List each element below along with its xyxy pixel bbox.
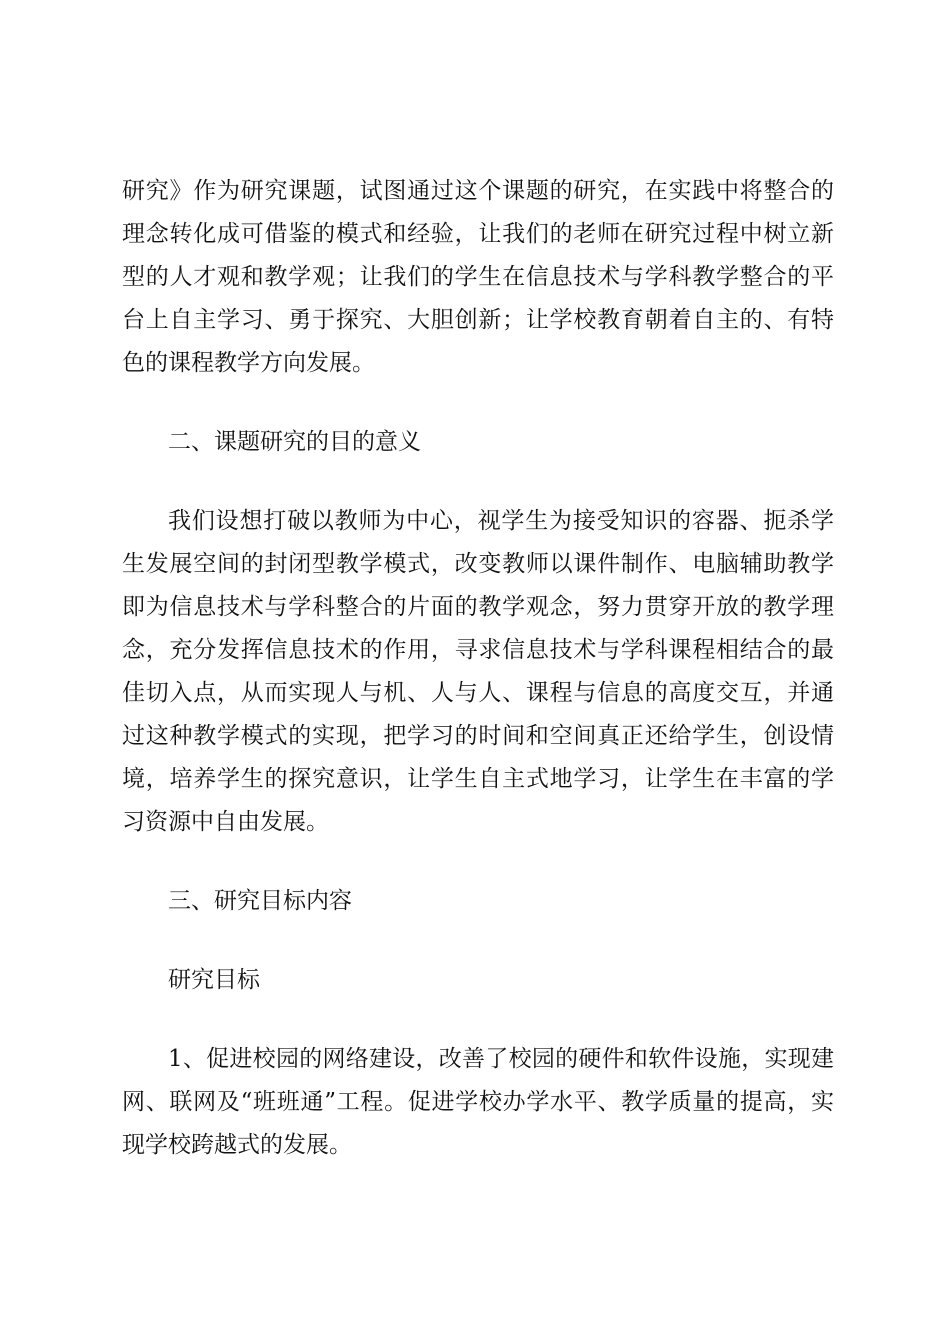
subheading-goals: 研究目标 — [168, 967, 260, 993]
paragraph-goal-1: 1、促进校园的网络建设，改善了校园的硬件和软件设施，实现建网、联网及“班班通”工程。促进学校办学水平、教学质量的提高，实现学校跨越式的发展。 — [122, 1046, 834, 1158]
document-body — [122, 170, 834, 1167]
section-heading-purpose: 二、课题研究的目的意义 — [168, 429, 421, 455]
section-heading-goals-content: 三、研究目标内容 — [168, 888, 352, 914]
paragraph-purpose-body: 我们设想打破以教师为中心，视学生为接受知识的容器、扼杀学生发展空间的封闭型教学模式，改变教师以课件制作、电脑辅助教学即为信息技术与学科整合的片面的教学观念，努力贯穿开放的教学理念，充分发挥信息技术的作用，寻求信息技术与学科课程相结合的最佳切入点，从而实现人与机、人与人、课程与信息的高度交互，并通过这种教学模式的实现，把学习的时间和空间真正还给学生，创设情境，培养学生的探究意识，让学生自主式地学习，让学生在丰富的学习资源中自由发展。 — [122, 508, 834, 835]
paragraph-intro-continued: 研究》作为研究课题，试图通过这个课题的研究，在实践中将整合的理念转化成可借鉴的模式和经验，让我们的老师在研究过程中树立新型的人才观和教学观；让我们的学生在信息技术与学科教学整合的平台上自主学习、勇于探究、大胆创新；让学校教育朝着自主的、有特色的课程教学方向发展。 — [122, 178, 834, 376]
